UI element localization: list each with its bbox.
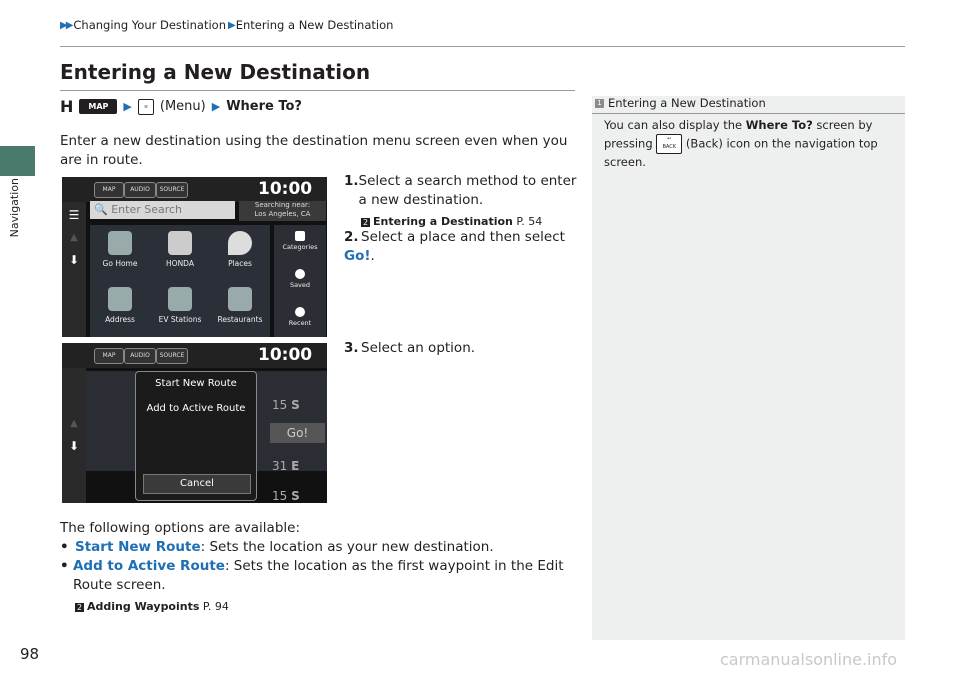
clock-icon [295,307,305,317]
search-field: 🔍 Enter Search [90,201,235,219]
header-divider [60,46,905,47]
scroll-up-icon: ▲ [70,232,78,243]
step-text: Select a search method to enter a new destination. [358,173,577,208]
menu-label: (Menu) [159,99,206,114]
home-h-icon: H [60,97,74,116]
note-box [592,96,905,640]
map-tab: MAP [94,348,124,364]
title-divider [60,90,575,91]
breadcrumb-arrow-icon: ▶ [227,19,234,31]
distance-2: 31 E [272,459,300,473]
map-button-icon: MAP [79,99,117,114]
honda-logo-icon [168,231,192,255]
categories-icon [295,231,305,241]
distance-1: 15 S [272,398,300,412]
grid-item-address: Address [90,283,150,324]
step-number: 2. [344,229,359,245]
source-tab: SOURCE [156,348,188,364]
restaurant-icon [228,287,252,311]
home-icon [108,231,132,255]
route-option-dialog [135,371,257,501]
grid-item-restaurants: Restaurants [210,283,270,324]
page-number: 98 [20,645,40,663]
hamburger-icon: ☰ [68,208,80,222]
option-item: • Add to Active Route: Sets the location as the first waypoint in the Edit Route screen. [60,558,564,593]
distance-3: 15 S [272,489,300,503]
step-3 [344,339,584,358]
start-new-route-option: Start New Route [155,378,237,389]
clock: 10:00 [258,345,313,365]
path-arrow-icon: ▶ [211,100,221,113]
section-tab-label: Navigation [8,178,21,238]
where-to-label: Where To? [226,99,302,114]
watermark: carmanualsonline.info [720,650,898,669]
screen-left-bar [62,368,86,503]
reference-icon: 2 [76,602,83,612]
right-item-categories: Categories [274,227,326,251]
note-divider [592,113,905,114]
address-icon [108,287,132,311]
step-1 [344,172,584,231]
breadcrumb [60,18,393,32]
menu-icon: ☰ [138,99,154,115]
back-icon: ↩ BACK [656,134,682,154]
map-tab: MAP [94,182,124,198]
step-reference[interactable]: 2 Entering a Destination P. 54 [362,215,543,228]
add-to-active-route-option: Add to Active Route [146,403,246,414]
pin-icon [228,231,252,255]
scroll-up-icon: ▲ [70,418,78,429]
go-button: Go! [270,423,325,443]
route-option-screenshot [62,343,327,503]
section-tab-label-wrap [8,178,24,248]
searching-near-value: Los Angeles, CA [254,210,311,218]
right-item-recent: Recent [274,303,326,327]
waypoint-reference[interactable]: 2 Adding Waypoints P. 94 [76,600,229,613]
searching-near [239,201,326,221]
option-name: Add to Active Route [72,558,225,574]
category-grid [90,225,270,337]
option-name: Start New Route [75,539,201,555]
go-keyword: Go! [344,248,371,264]
ev-station-icon [168,287,192,311]
note-text: You can also display the Where To? screen by pressing ↩ BACK (Back) icon on the navigation top screen. [604,118,878,169]
searching-near-label: Searching near: [254,201,311,209]
scroll-down-icon: ⬇ [68,439,80,453]
step-text: Select an option. [361,340,476,356]
path-arrow-icon: ▶ [123,100,132,113]
clock: 10:00 [258,179,313,199]
scroll-down-icon: ⬇ [68,253,80,267]
step-2: 2. Select a place and then select Go!. [344,229,565,264]
page-title: Entering a New Destination [60,60,371,84]
heart-icon [295,269,305,279]
reference-icon: 2 [362,217,369,227]
intro-paragraph: Enter a new destination using the destination menu screen even when you are in route. [60,133,568,168]
option-item: • Start New Route: Sets the location as your new destination. [60,539,494,555]
where-to-keyword: Where To? [745,118,813,132]
note-heading: 1 Entering a New Destination [595,96,766,110]
grid-item-go-home: Go Home [90,227,150,268]
breadcrumb-arrow-icon: ▶▶ [60,19,72,31]
breadcrumb-item[interactable]: Entering a New Destination [235,18,394,32]
audio-tab: AUDIO [124,182,156,198]
source-tab: SOURCE [156,182,188,198]
grid-item-ev-stations: EV Stations [150,283,210,324]
options-section [60,519,580,616]
section-tab-marker [0,146,35,176]
note-icon: 1 [595,99,604,108]
screen-left-bar [62,202,86,337]
nav-path [60,97,302,116]
step-number: 3. [344,340,359,356]
cancel-option: Cancel [143,474,251,494]
grid-item-honda: HONDA [150,227,210,268]
search-placeholder: Enter Search [111,203,183,216]
right-menu [274,225,326,337]
step-number: 1. [344,173,359,189]
breadcrumb-item[interactable]: Changing Your Destination [73,18,226,32]
audio-tab: AUDIO [124,348,156,364]
destination-menu-screenshot [62,177,327,337]
right-item-saved: Saved [274,265,326,289]
options-intro: The following options are available: [60,520,301,536]
grid-item-places: Places [210,227,270,268]
